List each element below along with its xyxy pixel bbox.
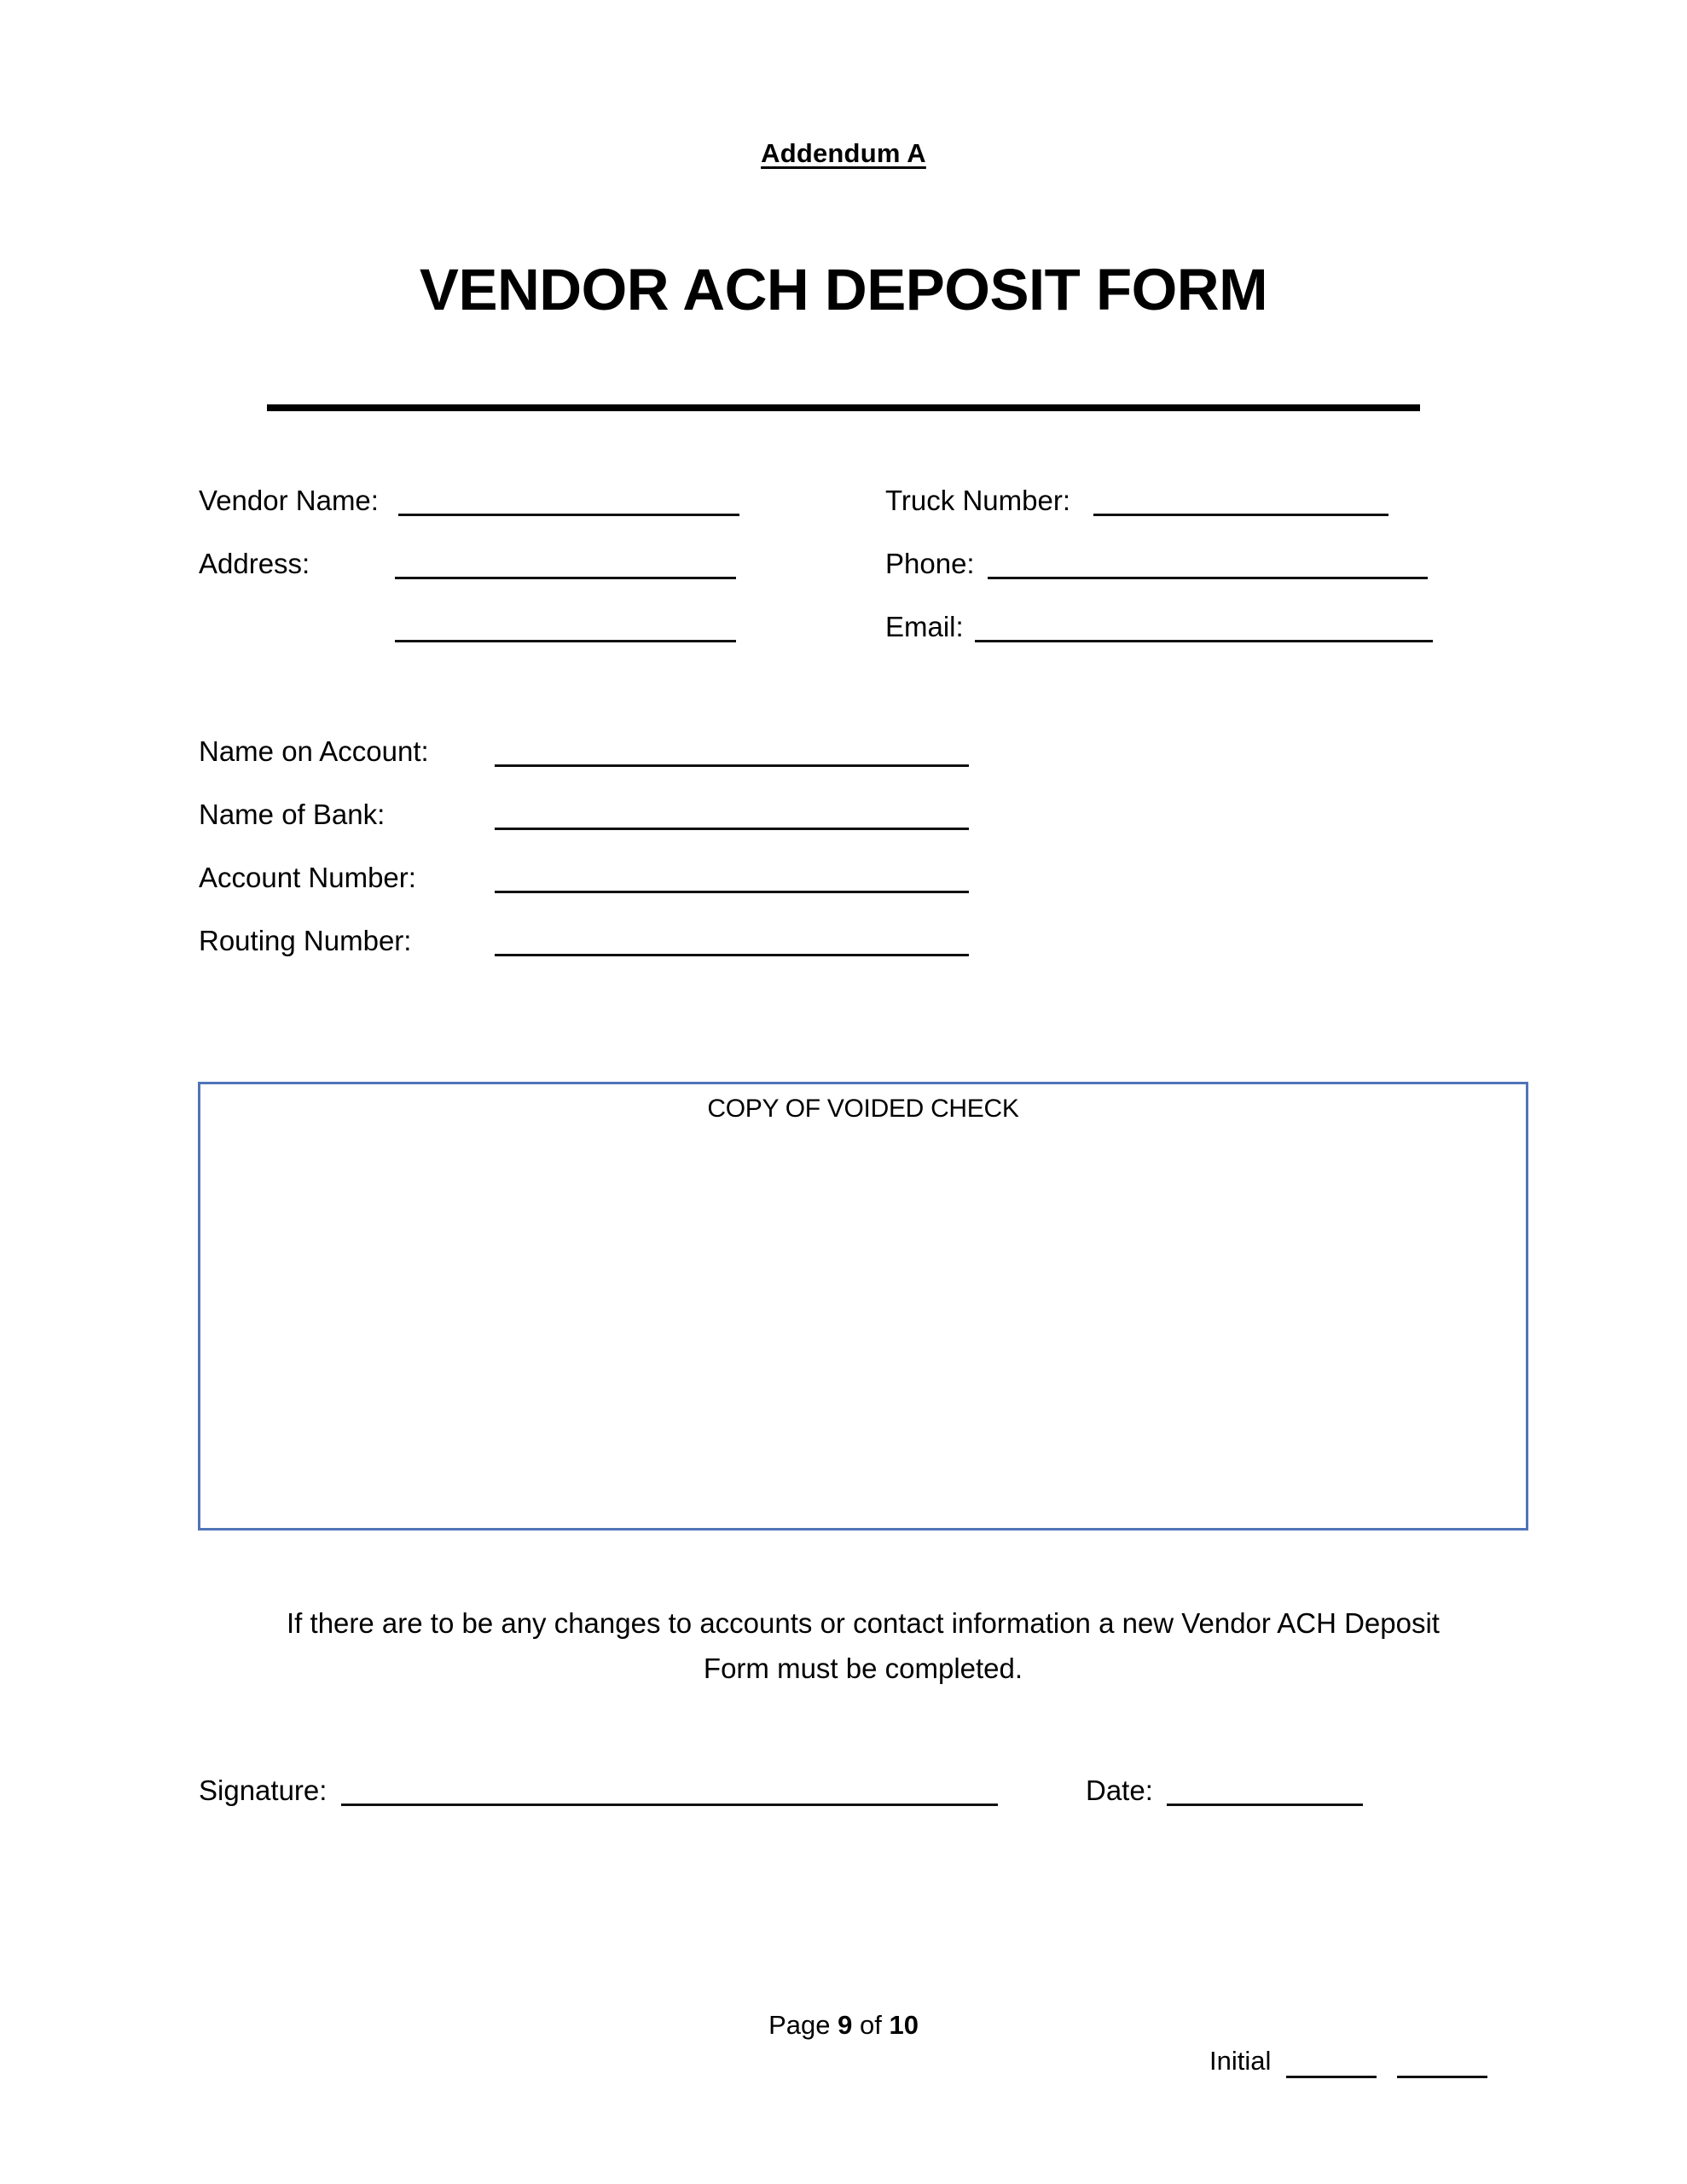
of-word: of <box>859 2010 882 2040</box>
name-on-account-field[interactable] <box>495 764 969 767</box>
initial-field-1[interactable] <box>1286 2076 1377 2078</box>
vendor-name-field[interactable] <box>398 514 739 516</box>
change-notice <box>198 1600 1528 1691</box>
truck-number-label: Truck Number: <box>885 485 1070 516</box>
signature-field[interactable] <box>341 1804 998 1806</box>
date-field[interactable] <box>1167 1804 1363 1806</box>
page-number <box>0 2010 1687 2041</box>
address-label: Address: <box>199 548 310 579</box>
page-title: VENDOR ACH DEPOSIT FORM <box>419 257 1268 322</box>
phone-label: Phone: <box>885 548 975 579</box>
signature-label: Signature: <box>199 1774 328 1806</box>
address-line1-field[interactable] <box>395 577 736 579</box>
name-of-bank-label: Name of Bank: <box>199 799 386 830</box>
email-label: Email: <box>885 611 964 642</box>
initial-label: Initial <box>1209 2046 1272 2076</box>
name-on-account-label: Name on Account: <box>199 735 429 767</box>
account-number-label: Account Number: <box>199 862 416 893</box>
change-notice-line1: If there are to be any changes to accounts or contact information a new Vendor ACH Deposit <box>287 1607 1440 1639</box>
page-word: Page <box>768 2010 831 2040</box>
vendor-name-label: Vendor Name: <box>199 485 379 516</box>
name-of-bank-field[interactable] <box>495 828 969 830</box>
email-field[interactable] <box>975 640 1433 642</box>
change-notice-line2: Form must be completed. <box>703 1653 1023 1684</box>
routing-number-label: Routing Number: <box>199 925 412 956</box>
account-number-field[interactable] <box>495 891 969 893</box>
voided-check-title: COPY OF VOIDED CHECK <box>707 1095 1019 1123</box>
initial-field-2[interactable] <box>1397 2076 1487 2078</box>
phone-field[interactable] <box>988 577 1428 579</box>
current-page: 9 <box>838 2010 853 2040</box>
routing-number-field[interactable] <box>495 954 969 956</box>
voided-check-area <box>198 1082 1528 1531</box>
title-divider <box>267 404 1420 411</box>
date-label: Date: <box>1086 1774 1153 1806</box>
address-line2-field[interactable] <box>395 640 736 642</box>
total-pages: 10 <box>889 2010 919 2040</box>
addendum-heading: Addendum A <box>761 138 926 168</box>
truck-number-field[interactable] <box>1093 514 1388 516</box>
